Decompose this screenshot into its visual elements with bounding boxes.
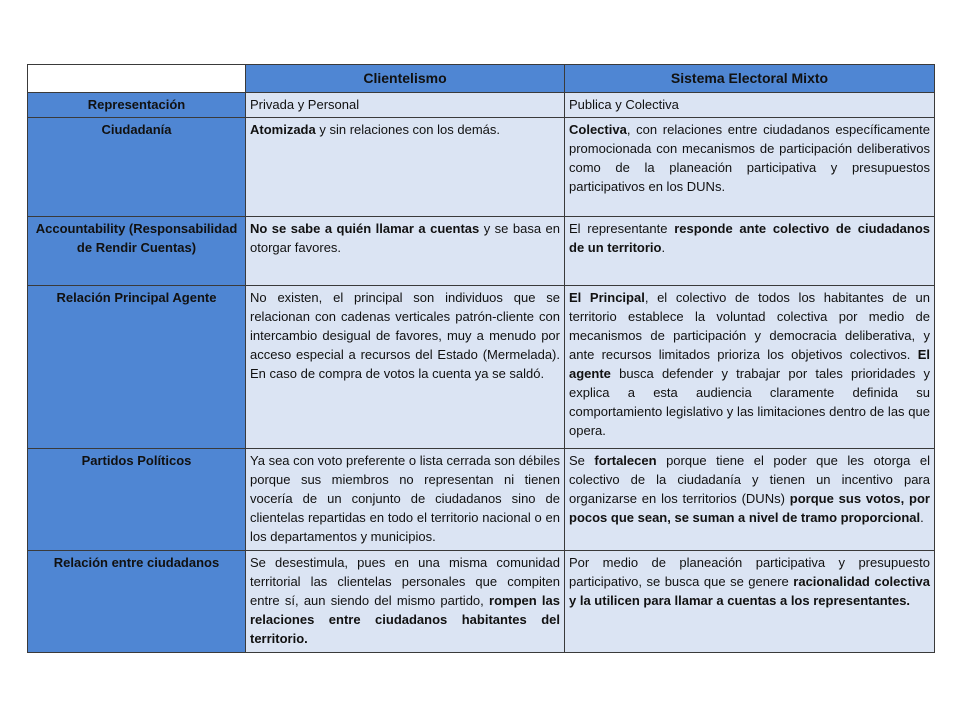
bold-text-run: fortalecen — [594, 453, 657, 468]
table-row — [28, 551, 935, 653]
text-run: Se desestimula, pues en una misma comunidad territorial las clientelas personales que compiten entre sí, aun siendo del mismo partido, — [250, 555, 560, 608]
cell-clientelismo — [246, 217, 565, 286]
row-head-representacion: Representación — [28, 93, 246, 118]
cell-sistema-mixto — [565, 551, 935, 653]
header-sistema-electoral-mixto: Sistema Electoral Mixto — [565, 65, 935, 93]
text-run: . — [920, 510, 924, 525]
bold-text-run: racionalidad colectiva y la utilicen para llamar a cuentas a los representantes. — [569, 574, 930, 608]
cell-sistema-mixto — [565, 118, 935, 217]
bold-text-run: rompen las relaciones entre ciudadanos habitantes del territorio. — [250, 593, 560, 646]
text-run: , el colectivo de todos los habitantes de un territorio establece la voluntad colectiva por medio de mecanismos de participación y democracia deliberativa, y ante recursos limitados prioriza los objetivos colectivos. — [569, 290, 930, 362]
text-run: y sin relaciones con los demás. — [315, 122, 500, 137]
row-head-partidos-politicos: Partidos Políticos — [28, 449, 246, 551]
text-run: busca defender y trabajar por tales prioridades y explica a esta audiencia claramente definida su comportamiento legislativo y las limitaciones dentro de las que opera. — [569, 366, 930, 438]
table-row — [28, 286, 935, 449]
header-clientelismo: Clientelismo — [246, 65, 565, 93]
bold-text-run: responde ante colectivo de ciudadanos de un territorio — [569, 221, 930, 255]
text-run: Por medio de planeación participativa y presupuesto participativo, se busca que se genere — [569, 555, 930, 589]
cell-sistema-mixto — [565, 93, 935, 118]
table-row — [28, 449, 935, 551]
bold-text-run: No se sabe a quién llamar a cuentas — [250, 221, 480, 236]
bold-text-run: Atomizada — [250, 122, 316, 137]
text-run: y se basa en otorgar favores. — [250, 221, 560, 255]
row-head-relacion-principal-agente: Relación Principal Agente — [28, 286, 246, 449]
cell-clientelismo — [246, 118, 565, 217]
cell-sistema-mixto — [565, 217, 935, 286]
bold-text-run: El agente — [569, 347, 930, 381]
bold-text-run: El Principal — [569, 290, 645, 305]
bold-text-run: porque sus votos, por pocos que sean, se suman a nivel de tramo proporcional — [569, 491, 930, 525]
bold-text-run: Colectiva — [569, 122, 627, 137]
table-row — [28, 118, 935, 217]
table-row — [28, 93, 935, 118]
comparison-table — [27, 64, 935, 653]
text-run: , con relaciones entre ciudadanos específicamente promocionada con mecanismos de participación deliberativos como de la planeación participativa y presupuestos participativos en los DUNs. — [569, 122, 930, 194]
row-head-ciudadania: Ciudadanía — [28, 118, 246, 217]
cell-clientelismo — [246, 286, 565, 449]
text-run: Se — [569, 453, 595, 468]
cell-sistema-mixto — [565, 286, 935, 449]
cell-clientelismo — [246, 93, 565, 118]
text-run: porque tiene el poder que les otorga el colectivo de la ciudadanía y tienen un incentivo para organizarse en los territorios (DUNs) — [569, 453, 931, 506]
header-row — [28, 65, 935, 93]
text-run: Privada y Personal — [250, 97, 360, 112]
text-run: El representante — [569, 221, 675, 236]
table-row — [28, 217, 935, 286]
text-run: . — [661, 240, 666, 255]
text-run: Ya sea con voto preferente o lista cerrada son débiles porque sus miembros no representan ni tienen vocería de un conjunto de ciudadanos sino de clientelas repartidas en todo el territorio nacional o en los departamentos y municipios. — [250, 453, 560, 544]
row-head-accountability: Accountability (Responsabilidad de Rendir Cuentas) — [28, 217, 246, 286]
cell-clientelismo — [246, 551, 565, 653]
cell-sistema-mixto — [565, 449, 935, 551]
header-blank-cell — [28, 65, 246, 93]
cell-clientelismo — [246, 449, 565, 551]
text-run: Publica y Colectiva — [569, 97, 679, 112]
row-head-relacion-entre-ciudadanos: Relación entre ciudadanos — [28, 551, 246, 653]
text-run: No existen, el principal son individuos que se relacionan con cadenas verticales patrón-cliente con intercambio desigual de favores, muy a menudo por acceso especial a recursos del Estado (Mermelada). En caso de compra de votos la cuenta ya se saldó. — [250, 290, 560, 381]
